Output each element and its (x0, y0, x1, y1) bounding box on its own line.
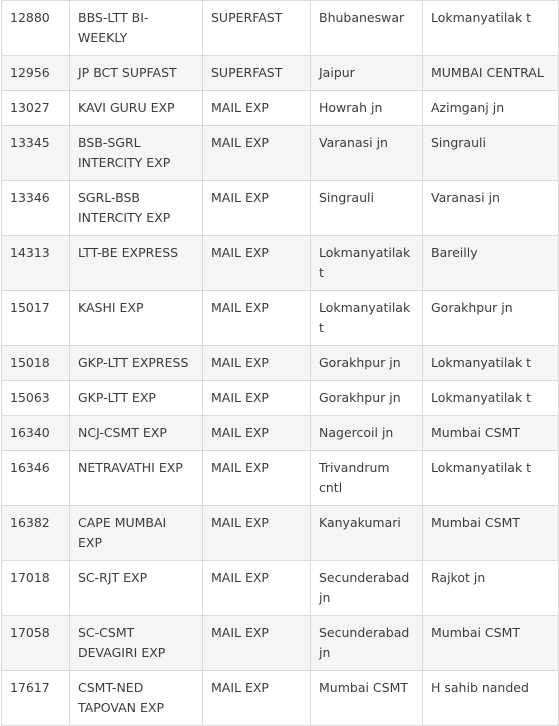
from-station-cell: Howrah jn (311, 91, 423, 126)
train-number-cell: 12956 (2, 56, 70, 91)
to-station-cell: Azimganj jn (423, 91, 559, 126)
train-number-cell: 16382 (2, 506, 70, 561)
train-type-cell: MAIL EXP (203, 451, 311, 506)
train-number-cell: 15063 (2, 381, 70, 416)
table-row (2, 616, 559, 671)
table-row (2, 91, 559, 126)
to-station-cell: Singrauli (423, 126, 559, 181)
train-type-cell: MAIL EXP (203, 291, 311, 346)
train-name-cell: GKP-LTT EXPRESS (70, 346, 203, 381)
from-station-cell: Lokmanyatilak t (311, 291, 423, 346)
table-row (2, 506, 559, 561)
trains-table-body (2, 1, 559, 726)
train-type-cell: MAIL EXP (203, 381, 311, 416)
train-name-cell: NETRAVATHI EXP (70, 451, 203, 506)
train-number-cell: 16346 (2, 451, 70, 506)
train-name-cell: GKP-LTT EXP (70, 381, 203, 416)
to-station-cell: MUMBAI CENTRAL (423, 56, 559, 91)
train-name-cell: LTT-BE EXPRESS (70, 236, 203, 291)
train-name-cell: SC-CSMT DEVAGIRI EXP (70, 616, 203, 671)
train-type-cell: MAIL EXP (203, 126, 311, 181)
to-station-cell: Lokmanyatilak t (423, 381, 559, 416)
table-row (2, 561, 559, 616)
train-type-cell: MAIL EXP (203, 416, 311, 451)
train-type-cell: SUPERFAST (203, 56, 311, 91)
table-row (2, 126, 559, 181)
train-type-cell: MAIL EXP (203, 181, 311, 236)
table-row (2, 1, 559, 56)
train-type-cell: MAIL EXP (203, 236, 311, 291)
train-number-cell: 17018 (2, 561, 70, 616)
train-number-cell: 15017 (2, 291, 70, 346)
from-station-cell: Secunderabad jn (311, 616, 423, 671)
table-row (2, 671, 559, 726)
from-station-cell: Kanyakumari (311, 506, 423, 561)
to-station-cell: Lokmanyatilak t (423, 451, 559, 506)
train-number-cell: 15018 (2, 346, 70, 381)
train-name-cell: BSB-SGRL INTERCITY EXP (70, 126, 203, 181)
from-station-cell: Bhubaneswar (311, 1, 423, 56)
train-name-cell: SGRL-BSB INTERCITY EXP (70, 181, 203, 236)
train-type-cell: MAIL EXP (203, 671, 311, 726)
train-type-cell: MAIL EXP (203, 616, 311, 671)
from-station-cell: Gorakhpur jn (311, 381, 423, 416)
train-type-cell: MAIL EXP (203, 346, 311, 381)
table-row (2, 346, 559, 381)
from-station-cell: Singrauli (311, 181, 423, 236)
train-number-cell: 17617 (2, 671, 70, 726)
train-name-cell: SC-RJT EXP (70, 561, 203, 616)
train-type-cell: MAIL EXP (203, 506, 311, 561)
train-number-cell: 13345 (2, 126, 70, 181)
train-number-cell: 17058 (2, 616, 70, 671)
train-name-cell: BBS-LTT BI-WEEKLY (70, 1, 203, 56)
to-station-cell: Mumbai CSMT (423, 616, 559, 671)
table-row (2, 236, 559, 291)
train-name-cell: NCJ-CSMT EXP (70, 416, 203, 451)
table-row (2, 381, 559, 416)
train-number-cell: 14313 (2, 236, 70, 291)
to-station-cell: Mumbai CSMT (423, 506, 559, 561)
to-station-cell: Gorakhpur jn (423, 291, 559, 346)
from-station-cell: Jaipur (311, 56, 423, 91)
train-number-cell: 12880 (2, 1, 70, 56)
trains-table (1, 0, 559, 726)
train-type-cell: MAIL EXP (203, 91, 311, 126)
to-station-cell: Lokmanyatilak t (423, 1, 559, 56)
from-station-cell: Secunderabad jn (311, 561, 423, 616)
to-station-cell: H sahib nanded (423, 671, 559, 726)
train-name-cell: CSMT-NED TAPOVAN EXP (70, 671, 203, 726)
table-row (2, 56, 559, 91)
train-number-cell: 13346 (2, 181, 70, 236)
from-station-cell: Nagercoil jn (311, 416, 423, 451)
to-station-cell: Mumbai CSMT (423, 416, 559, 451)
table-row (2, 291, 559, 346)
train-type-cell: SUPERFAST (203, 1, 311, 56)
train-name-cell: KAVI GURU EXP (70, 91, 203, 126)
table-row (2, 181, 559, 236)
from-station-cell: Varanasi jn (311, 126, 423, 181)
from-station-cell: Trivandrum cntl (311, 451, 423, 506)
train-name-cell: KASHI EXP (70, 291, 203, 346)
from-station-cell: Lokmanyatilak t (311, 236, 423, 291)
train-name-cell: JP BCT SUPFAST (70, 56, 203, 91)
to-station-cell: Rajkot jn (423, 561, 559, 616)
from-station-cell: Mumbai CSMT (311, 671, 423, 726)
to-station-cell: Lokmanyatilak t (423, 346, 559, 381)
from-station-cell: Gorakhpur jn (311, 346, 423, 381)
table-row (2, 416, 559, 451)
train-name-cell: CAPE MUMBAI EXP (70, 506, 203, 561)
train-number-cell: 13027 (2, 91, 70, 126)
table-row (2, 451, 559, 506)
to-station-cell: Bareilly (423, 236, 559, 291)
train-number-cell: 16340 (2, 416, 70, 451)
train-type-cell: MAIL EXP (203, 561, 311, 616)
to-station-cell: Varanasi jn (423, 181, 559, 236)
